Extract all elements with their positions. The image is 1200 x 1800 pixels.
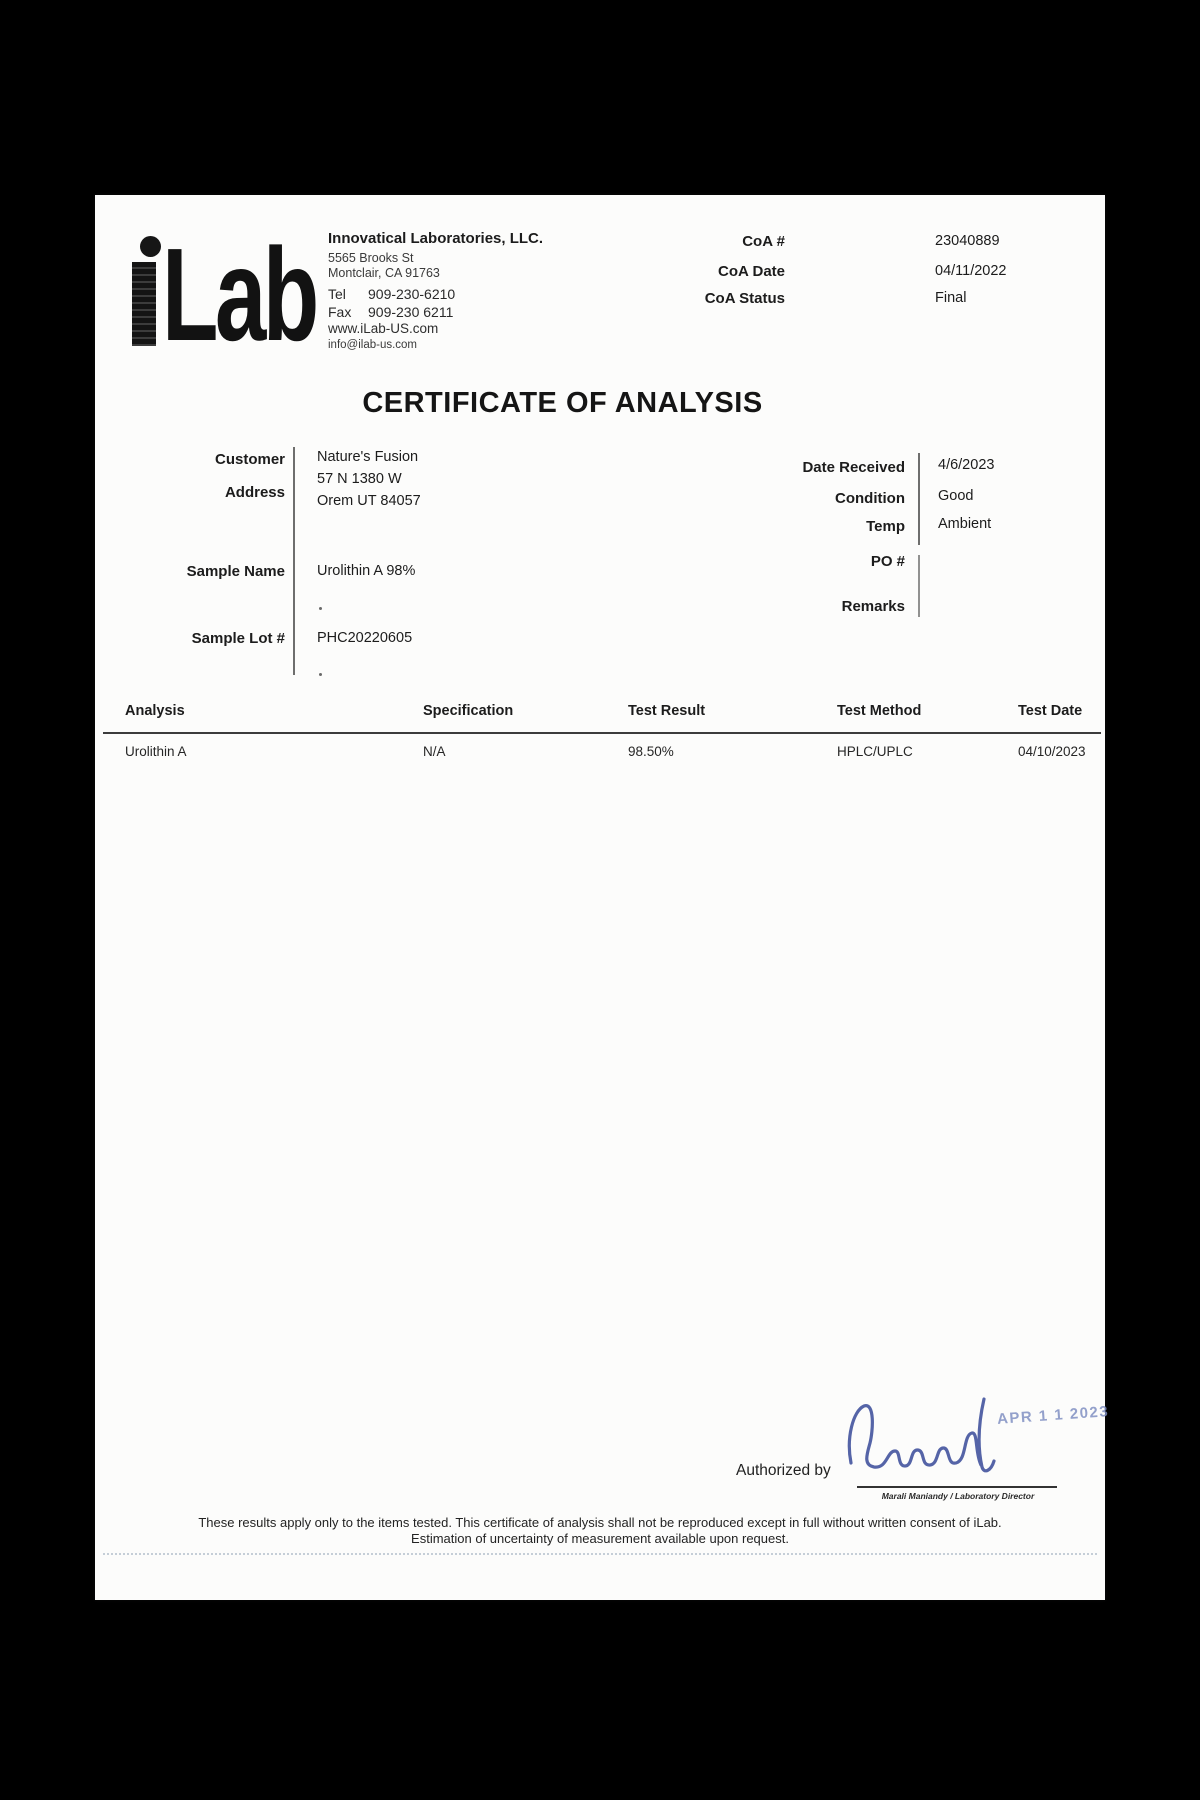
company-website: www.iLab-US.com: [328, 321, 439, 336]
cell-specification: N/A: [423, 744, 446, 759]
cell-analysis: Urolithin A: [125, 744, 187, 759]
document-title: CERTIFICATE OF ANALYSIS: [362, 387, 763, 419]
company-address-line2: Montclair, CA 91763: [328, 266, 440, 281]
logo-i-glyph: [128, 231, 162, 349]
right-divider-line-bottom: [918, 555, 920, 617]
table-header-rule: [103, 732, 1101, 734]
fax-label: Fax: [328, 303, 352, 320]
fax-value: 909-230 6211: [368, 303, 454, 320]
col-header-test-date: Test Date: [1018, 703, 1083, 719]
address-label: Address: [224, 484, 285, 501]
coa-number-value: 23040889: [935, 233, 1000, 249]
coa-date-value: 04/11/2022: [935, 263, 1007, 279]
temp-value: Ambient: [938, 516, 992, 532]
sample-lot-value: PHC20220605: [317, 630, 413, 646]
coa-number-label: CoA #: [742, 233, 785, 250]
footer-scan-artifact-line: [103, 1553, 1097, 1556]
signer-name: Marali Maniandy / Laboratory Director: [881, 1491, 1035, 1501]
company-name: Innovatical Laboratories, LLC.: [328, 230, 544, 247]
coa-date-label: CoA Date: [718, 263, 785, 280]
company-fax: [328, 304, 543, 322]
customer-city: Orem UT 84057: [317, 493, 421, 509]
customer-label: Customer: [214, 451, 285, 468]
logo-text: Lab: [162, 221, 316, 368]
condition-label: Condition: [835, 490, 905, 507]
tel-value: 909-230-6210: [368, 286, 456, 302]
footer-disclaimer-line2: Estimation of uncertainty of measurement available upon request.: [411, 1531, 789, 1546]
cell-test-method: HPLC/UPLC: [837, 744, 913, 759]
sample-lot-label: Sample Lot #: [191, 630, 285, 647]
cell-test-result: 98.50%: [628, 744, 674, 759]
remarks-label: Remarks: [841, 598, 905, 615]
customer-name: Nature's Fusion: [317, 449, 419, 465]
page-content: [95, 195, 1110, 1600]
right-divider-line-top: [918, 453, 920, 545]
sample-name-value: Urolithin A 98%: [317, 563, 416, 579]
signature-line: [857, 1486, 1057, 1488]
scan-dot-artifact: [319, 673, 322, 676]
certificate-page: [95, 195, 1110, 1600]
scan-dot-artifact: [319, 607, 322, 610]
coa-status-value: Final: [935, 290, 967, 306]
col-header-specification: Specification: [423, 703, 514, 719]
signature-icon: [843, 1393, 1013, 1488]
tel-label: Tel: [328, 286, 346, 302]
temp-label: Temp: [866, 518, 905, 535]
customer-street: 57 N 1380 W: [317, 471, 402, 487]
col-header-analysis: Analysis: [125, 703, 185, 719]
date-stamp: APR 1 1 2023: [996, 1403, 1110, 1428]
logo-i-stem-icon: [132, 262, 156, 346]
company-address-line1: 5565 Brooks St: [328, 250, 414, 265]
authorized-by-label: Authorized by: [736, 1462, 831, 1479]
date-received-value: 4/6/2023: [938, 457, 995, 473]
po-label: PO #: [870, 553, 905, 570]
col-header-test-result: Test Result: [628, 703, 706, 719]
company-info: [328, 230, 543, 352]
company-email: info@ilab-us.com: [328, 338, 418, 351]
left-divider-line: [293, 447, 295, 675]
sample-name-label: Sample Name: [186, 563, 285, 580]
cell-test-date: 04/10/2023: [1018, 744, 1086, 759]
coa-status-label: CoA Status: [704, 290, 785, 307]
col-header-test-method: Test Method: [837, 703, 922, 719]
footer-disclaimer-line1: These results apply only to the items tested. This certificate of analysis shall not be reproduced except in full without written consent of iLab.: [198, 1515, 1002, 1530]
date-received-label: Date Received: [802, 459, 905, 476]
condition-value: Good: [938, 488, 974, 504]
logo-i-dot-icon: [140, 236, 161, 257]
company-tel: [328, 286, 543, 304]
